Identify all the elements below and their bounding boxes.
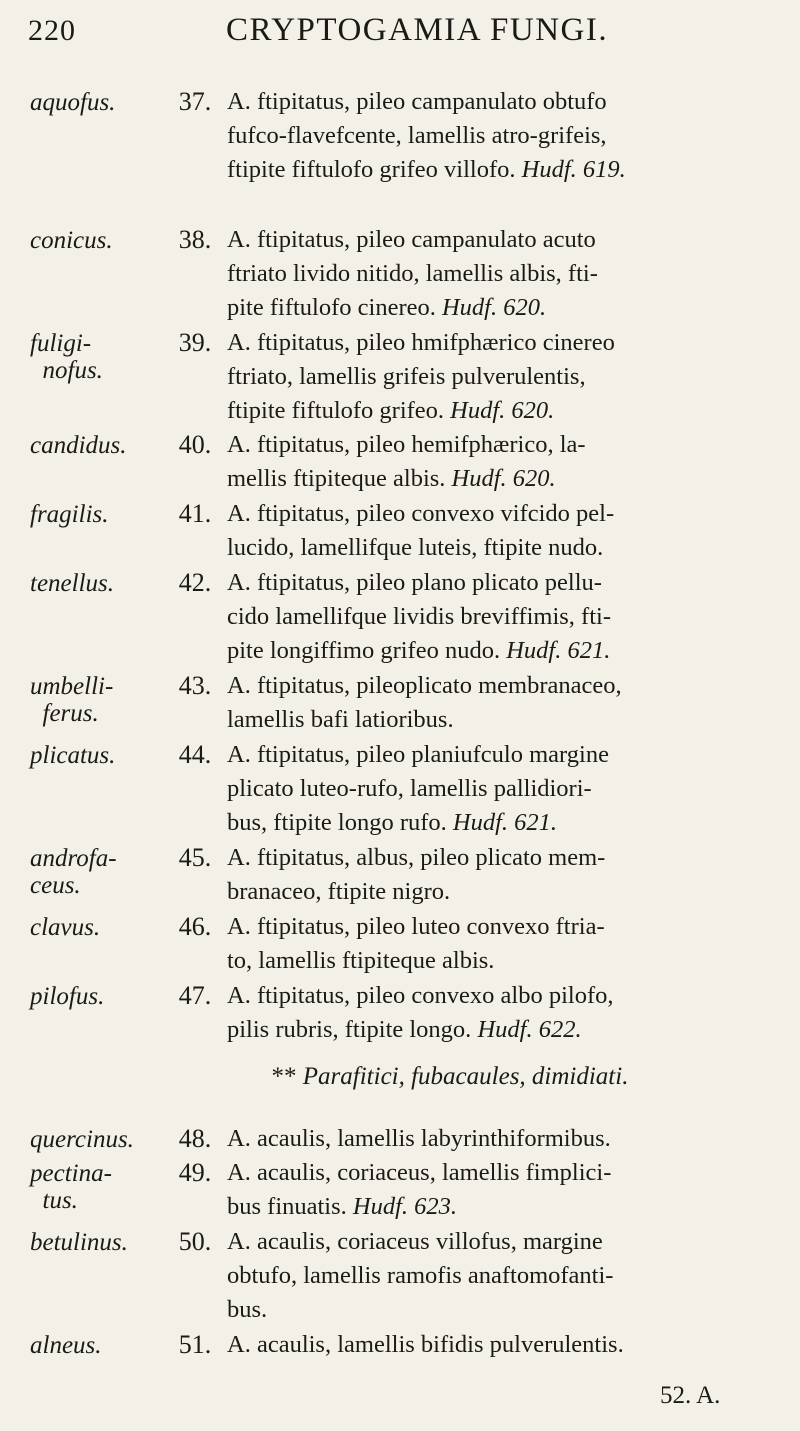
species-name: candidus. xyxy=(30,432,127,459)
entry-description: A. ftipitatus, pileo hemifphærico, la- mellis ftipiteque albis. Hudf. 620. xyxy=(227,431,586,492)
species-name: tenellus. xyxy=(30,570,115,597)
entry-number: 44. xyxy=(178,740,212,769)
species-name: pilofus. xyxy=(30,983,105,1010)
section-title: Parafitici, fubacaules, dimidiati. xyxy=(302,1063,629,1090)
running-title: CRYPTOGAMIA FUNGI. xyxy=(226,12,609,48)
entry-description: A. ftipitatus, pileo campanulato obtufo fufco-flavefcente, lamellis atro-grifeis, ftipite fiftulofo grifeo villofo. Hudf. 619. xyxy=(227,88,626,183)
entry-number: 42. xyxy=(178,568,212,597)
entry-number: 43. xyxy=(178,671,212,700)
entry-number: 45. xyxy=(178,843,212,872)
page-number: 220 xyxy=(28,14,76,47)
entry-number: 51. xyxy=(178,1330,212,1359)
species-name: aquofus. xyxy=(30,89,116,116)
entry-description: A. ftipitatus, pileo campanulato acuto ftriato livido nitido, lamellis albis, fti- pite fiftulofo cinereo. Hudf. 620. xyxy=(227,226,598,321)
entry-number: 49. xyxy=(178,1158,212,1187)
entry-description: A. ftipitatus, pileo luteo convexo ftria- to, lamellis ftipiteque albis. xyxy=(227,913,605,974)
section-heading xyxy=(0,1063,800,1091)
entry-description: A. acaulis, coriaceus, lamellis fimplici- bus finuatis. Hudf. 623. xyxy=(227,1159,612,1220)
species-name: betulinus. xyxy=(30,1229,128,1256)
entry-number: 47. xyxy=(178,981,212,1010)
species-name: umbelli- ferus. xyxy=(30,673,114,727)
entry-description: A. ftipitatus, pileo convexo vifcido pel- lucido, lamellifque luteis, ftipite nudo. xyxy=(227,500,615,561)
entry-description: A. ftipitatus, pileo planiufculo margine plicato luteo-rufo, lamellis pallidiori- bus, ftipite longo rufo. Hudf. 621. xyxy=(227,741,609,836)
species-name: fuligi- nofus. xyxy=(30,330,103,384)
species-name: androfa- ceus. xyxy=(30,845,117,899)
entry-description: A. ftipitatus, pileo convexo albo pilofo, pilis rubris, ftipite longo. Hudf. 622. xyxy=(227,982,614,1043)
entry-number: 41. xyxy=(178,499,212,528)
species-name: plicatus. xyxy=(30,742,116,769)
species-name: conicus. xyxy=(30,227,113,254)
entry-number: 39. xyxy=(178,328,212,357)
species-name: alneus. xyxy=(30,1332,102,1359)
entry-number: 37. xyxy=(178,87,212,116)
entry-number: 46. xyxy=(178,912,212,941)
species-name: fragilis. xyxy=(30,501,109,528)
species-name: clavus. xyxy=(30,914,101,941)
section-stars: ** xyxy=(271,1063,297,1090)
entry-number: 40. xyxy=(178,430,212,459)
entry-description: A. ftipitatus, albus, pileo plicato mem- branaceo, ftipite nigro. xyxy=(227,844,606,905)
entry-number: 38. xyxy=(178,225,212,254)
page-header xyxy=(0,10,800,50)
entry-description: A. acaulis, coriaceus villofus, margine obtufo, lamellis ramofis anaftomofanti- bus. xyxy=(227,1228,614,1323)
entry-description: A. acaulis, lamellis bifidis pulverulentis. xyxy=(227,1331,624,1358)
entry-description: A. acaulis, lamellis labyrinthiformibus. xyxy=(227,1125,611,1152)
catchword: 52. A. xyxy=(660,1382,721,1409)
entry-description: A. ftipitatus, pileoplicato membranaceo, lamellis bafi latioribus. xyxy=(227,672,622,733)
entry-description: A. ftipitatus, pileo plano plicato pellu- cido lamellifque lividis breviffimis, fti- pite longiffimo grifeo nudo. Hudf. 621. xyxy=(227,569,611,664)
entry-number: 48. xyxy=(178,1124,212,1153)
species-name: pectina- tus. xyxy=(30,1160,112,1214)
species-name: quercinus. xyxy=(30,1126,134,1153)
entry-number: 50. xyxy=(178,1227,212,1256)
entry-description: A. ftipitatus, pileo hmifphærico cinereo ftriato, lamellis grifeis pulverulentis, ftipite fiftulofo grifeo. Hudf. 620. xyxy=(227,329,615,424)
